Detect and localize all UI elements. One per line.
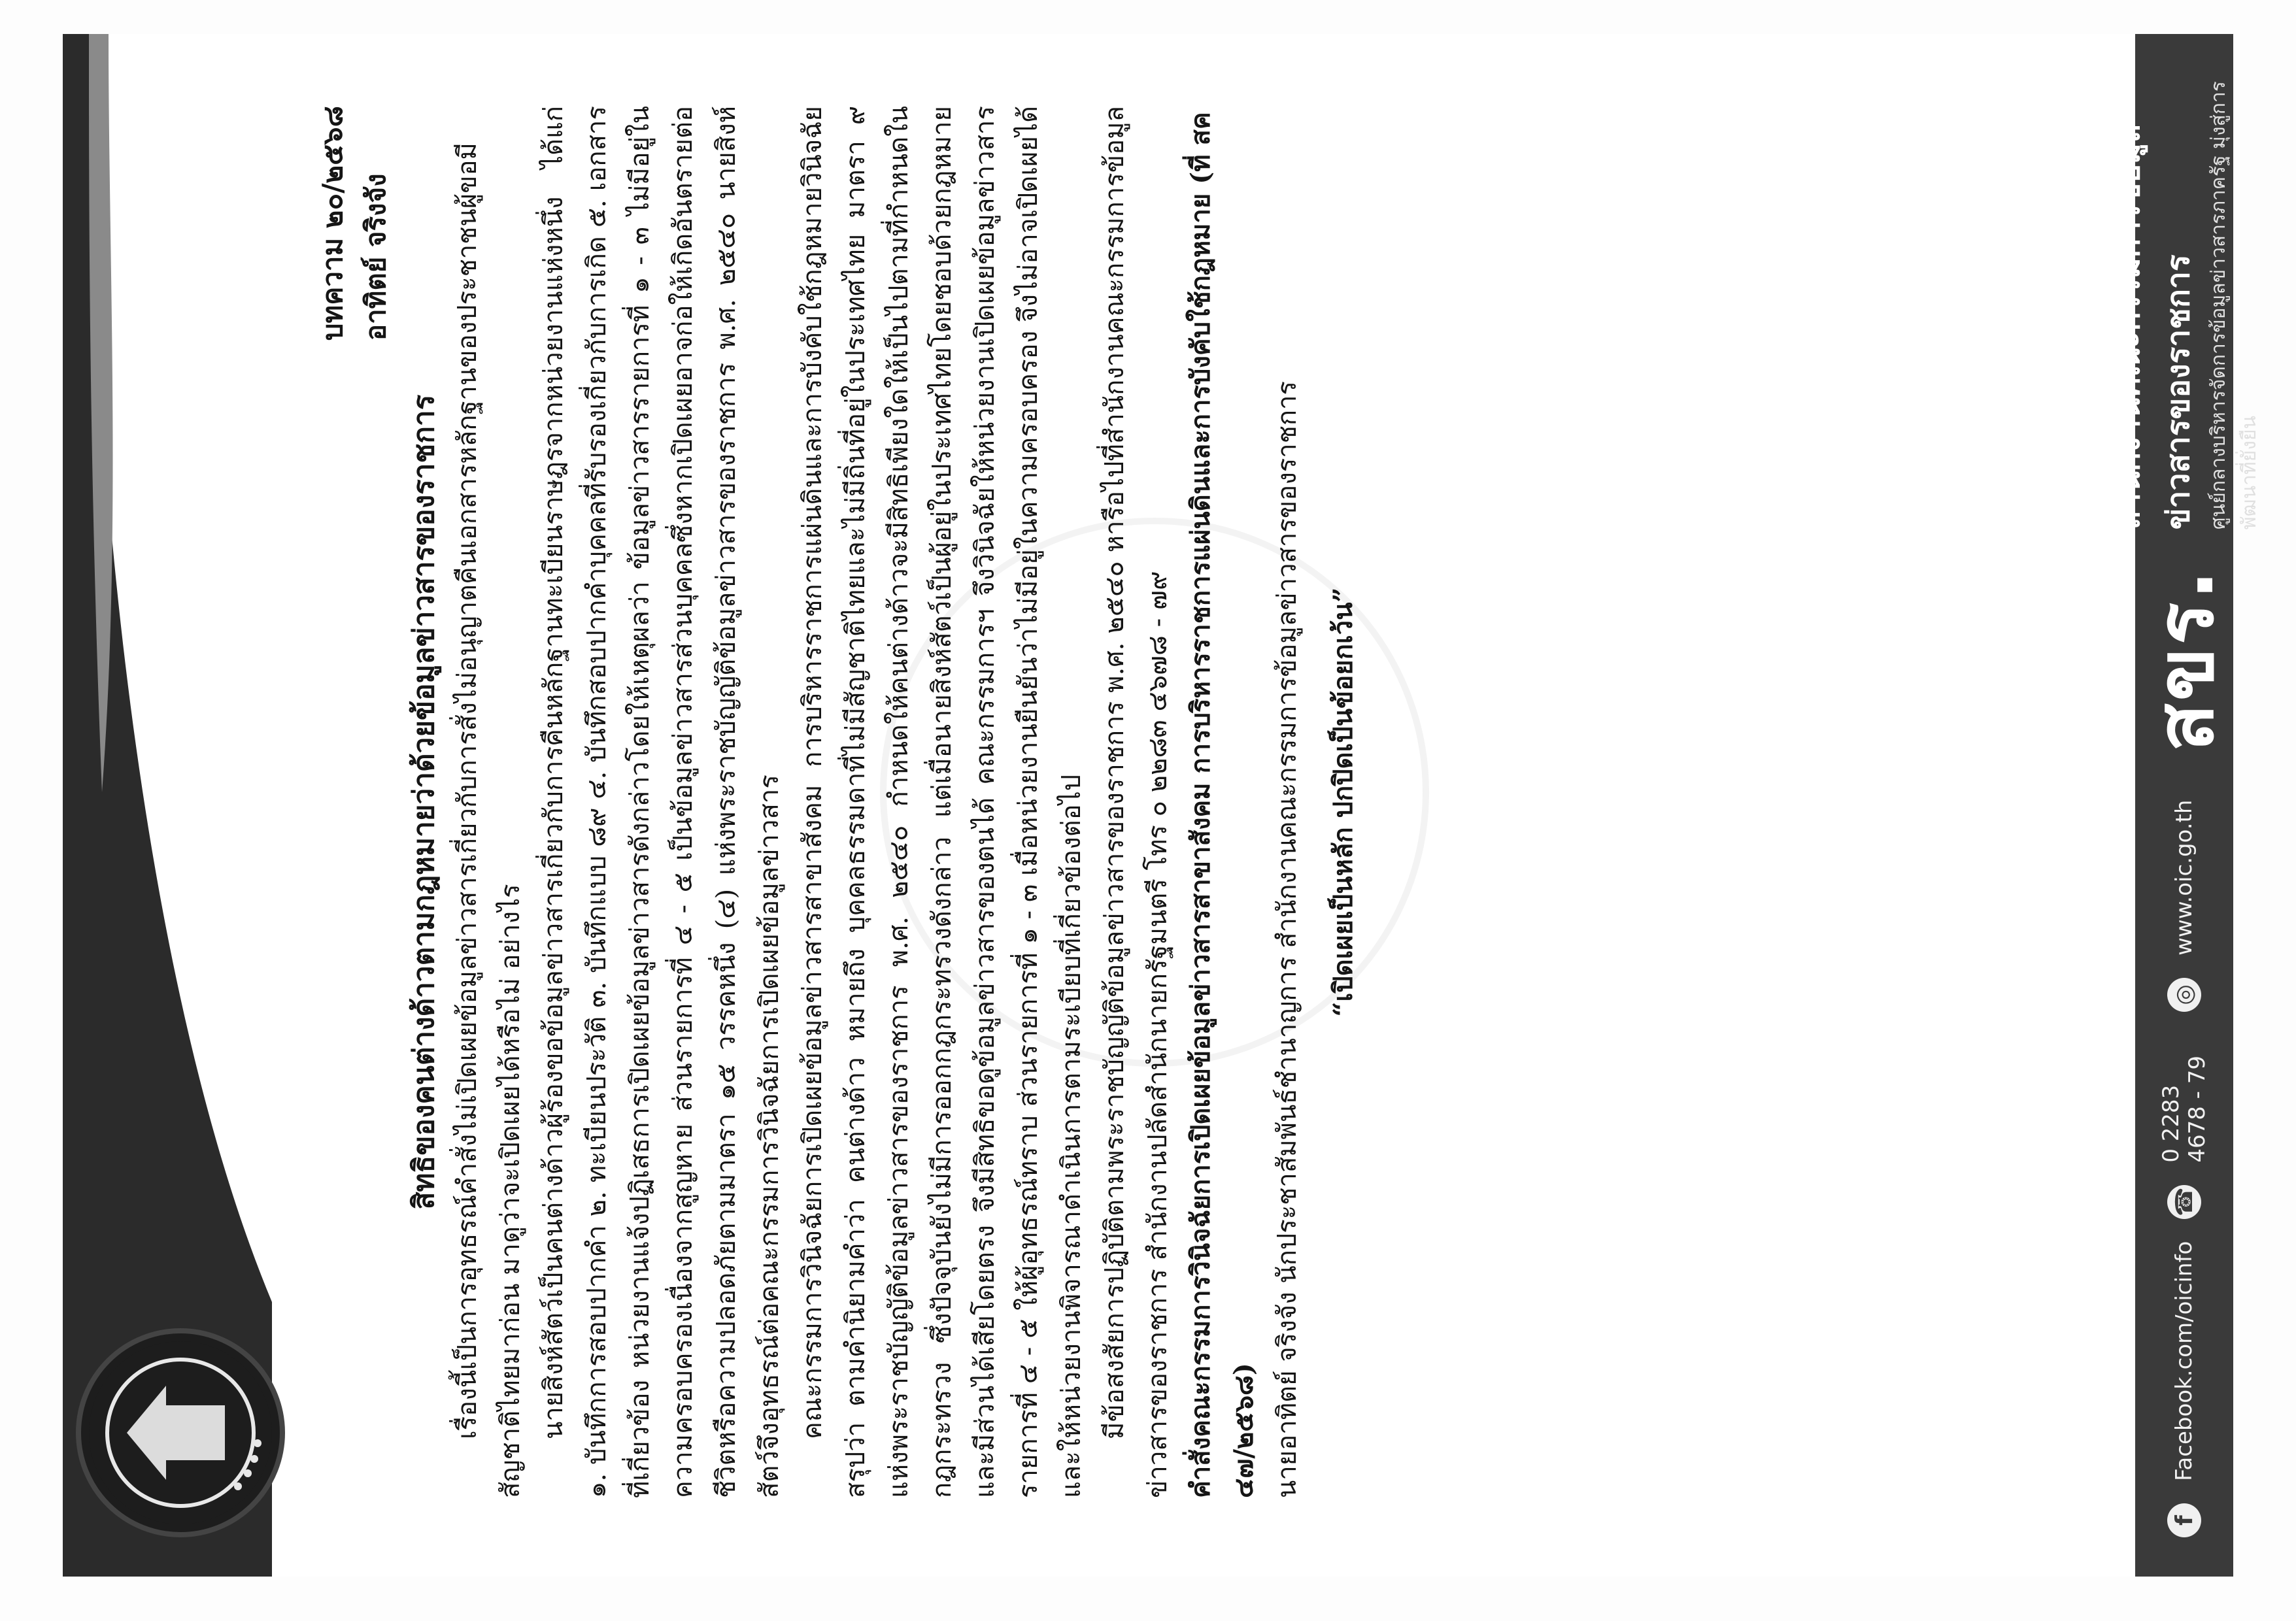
phone-icon: ☎ <box>2167 1185 2201 1219</box>
document-footer <box>2110 34 2261 1577</box>
document-header <box>63 34 272 1577</box>
footer-row <box>2110 73 2261 1537</box>
body-paragraph: นายสิงห์สัตว์เป็นคนต่างด้าวผู้ร้องขอข้อมูลข่าวสารเกี่ยวกับการคืนหลักฐานทะเบียนราษฎรจากหน่วยงานแห่งหนึ่ง ได้แก่ ๑. บันทึกการสอบปากคำ ๒. ทะเบียนประวัติ ๓. บันทึกแบบ ๘๙ ๔. บันทึกสอบปากคำบุคคลที่รับรองเกี่ยวกับการเกิด ๕. เอกสารที่เกี่ยวข้อง หน่วยงานแจ้งปฏิเสธการเปิดเผยข้อมูลข่าวสารดังกล่าวโดยให้เหตุผลว่า ข้อมูลข่าวสารรายการที่ ๑ - ๓ ไม่มีอยู่ในความครอบครองเนื่องจากสูญหาย ส่วนรายการที่ ๔ - ๕ เป็นข้อมูลข่าวสารส่วนบุคคลซึ่งหากเปิดเผยอาจก่อให้เกิดอันตรายต่อชีวิตหรือความปลอดภัยตามมาตรา ๑๕ วรรคหนึ่ง (๔) แห่งพระราชบัญญัติข้อมูลข่าวสารของราชการ พ.ศ. ๒๕๔๐ นายสิงห์สัตว์จึงอุทธรณ์ต่อคณะกรรมการวินิจฉัยการเปิดเผยข้อมูลข่าวสาร <box>539 106 785 1498</box>
article-author: อาทิตย์ จริงจัง <box>360 173 392 341</box>
org-tagline: ศูนย์กลางบริหารจัดการข้อมูลข่าวสารภาครัฐ มุ่งสู่การพัฒนาที่ยั่งยืน <box>2207 81 2261 530</box>
article-meta <box>311 106 397 341</box>
intro-paragraph: เรื่องนี้เป็นการอุทธรณ์คำสั่งไม่เปิดเผยข้อมูลข่าวสารเกี่ยวกับการสั่งไม่อนุญาตคืนเอกสารหลักฐานของประชาชนผู้ขอมีสัญชาติไทยมาก่อน มาดูว่าจะเปิดเผยได้หรือไม่ อย่างไร <box>452 142 526 1498</box>
rotated-document <box>63 34 2261 1577</box>
website-link[interactable]: www.oic.go.th <box>2171 799 2197 956</box>
facebook-icon: f <box>2167 1503 2201 1537</box>
author-signature: นายอาทิตย์ จริงจัง นักประชาสัมพันธ์ชำนาญการ สำนักงานคณะกรรมการข้อมูลข่าวสารของราชการ <box>1272 380 1302 1498</box>
body-paragraph: คณะกรรมการวินิจฉัยการเปิดเผยข้อมูลข่าวสารสาขาสังคม การบริหารราชการแผ่นดินและการบังคับใช้กฎหมายวินิจฉัยสรุปว่า ตามคำนิยามคำว่า คนต่างด้าว หมายถึง บุคคลธรรมดาที่ไม่มีสัญชาติไทยและไม่มีถิ่นที่อยู่ในประเทศไทย มาตรา ๙ แห่งพระราชบัญญัติข้อมูลข่าวสารของราชการ พ.ศ. ๒๕๔๐ กำหนดให้คนต่างด้าวจะมีสิทธิเพียงใดให้เป็นไปตามที่กำหนดในกฎกระทรวง ซึ่งปัจจุบันยังไม่มีการออกกฎกระทรวงดังกล่าว แต่เมื่อนายสิงห์สัตว์เป็นผู้อยู่ในประเทศไทยโดยชอบด้วยกฎหมายและมีส่วนได้เสียโดยตรง จึงมีสิทธิขอดูข้อมูลข่าวสารของตนได้ คณะกรรมการฯ จึงวินิจฉัยให้หน่วยงานเปิดเผยข้อมูลข่าวสารรายการที่ ๔ - ๕ ให้ผู้อุทธรณ์ทราบ ส่วนรายการที่ ๑ - ๓ เมื่อหน่วยงานยืนยันว่าไม่มีอยู่ในความครอบครอง จึงไม่อาจเปิดเผยได้ และให้หน่วยงานพิจารณาดำเนินการตามระเบียบที่เกี่ยวข้องต่อไป <box>798 106 1087 1498</box>
slogan: “เปิดเผยเป็นหลัก ปกปิดเป็นข้อยกเว้น” <box>1328 587 1359 1017</box>
footer-org <box>2104 73 2265 529</box>
phone-number: 0 2283 4678 - 79 <box>2158 1055 2210 1163</box>
article-number: บทความ ๒๐/๒๕๖๘ <box>316 106 348 341</box>
facebook-link[interactable]: Facebook.com/oicinfo <box>2171 1241 2197 1481</box>
committee-reference: คำสั่งคณะกรรมการวินิจฉัยการเปิดเผยข้อมูลข่าวสารสาขาสังคม การบริหารราชการแผ่นดินและการบังคับใช้กฎหมาย (ที่ สค ๔๗/๒๕๖๘) <box>1185 112 1259 1498</box>
emblem-seal-icon <box>76 1328 285 1537</box>
document-body <box>311 106 2109 1498</box>
globe-icon: ◎ <box>2167 978 2201 1012</box>
document-title: สิทธิของคนต่างด้าวตามกฎหมายว่าด้วยข้อมูลข่าวสารของราชการ <box>407 394 441 1210</box>
oic-logo: สขร. <box>2140 567 2231 752</box>
org-name: สำนักงานคณะกรรมการข้อมูลข่าวสารของราชการ <box>2110 124 2197 530</box>
contact-paragraph: มีข้อสงสัยการปฏิบัติตามพระราชบัญญัติข้อมูลข่าวสารของราชการ พ.ศ. ๒๕๔๐ หารือไปที่สำนักงานคณะกรรมการข้อมูลข่าวสารของราชการ สำนักงานปลัดสำนักนายกรัฐมนตรี โทร ๐ ๒๒๘๓ ๔๖๗๘ - ๗๙ <box>1100 106 1173 1498</box>
